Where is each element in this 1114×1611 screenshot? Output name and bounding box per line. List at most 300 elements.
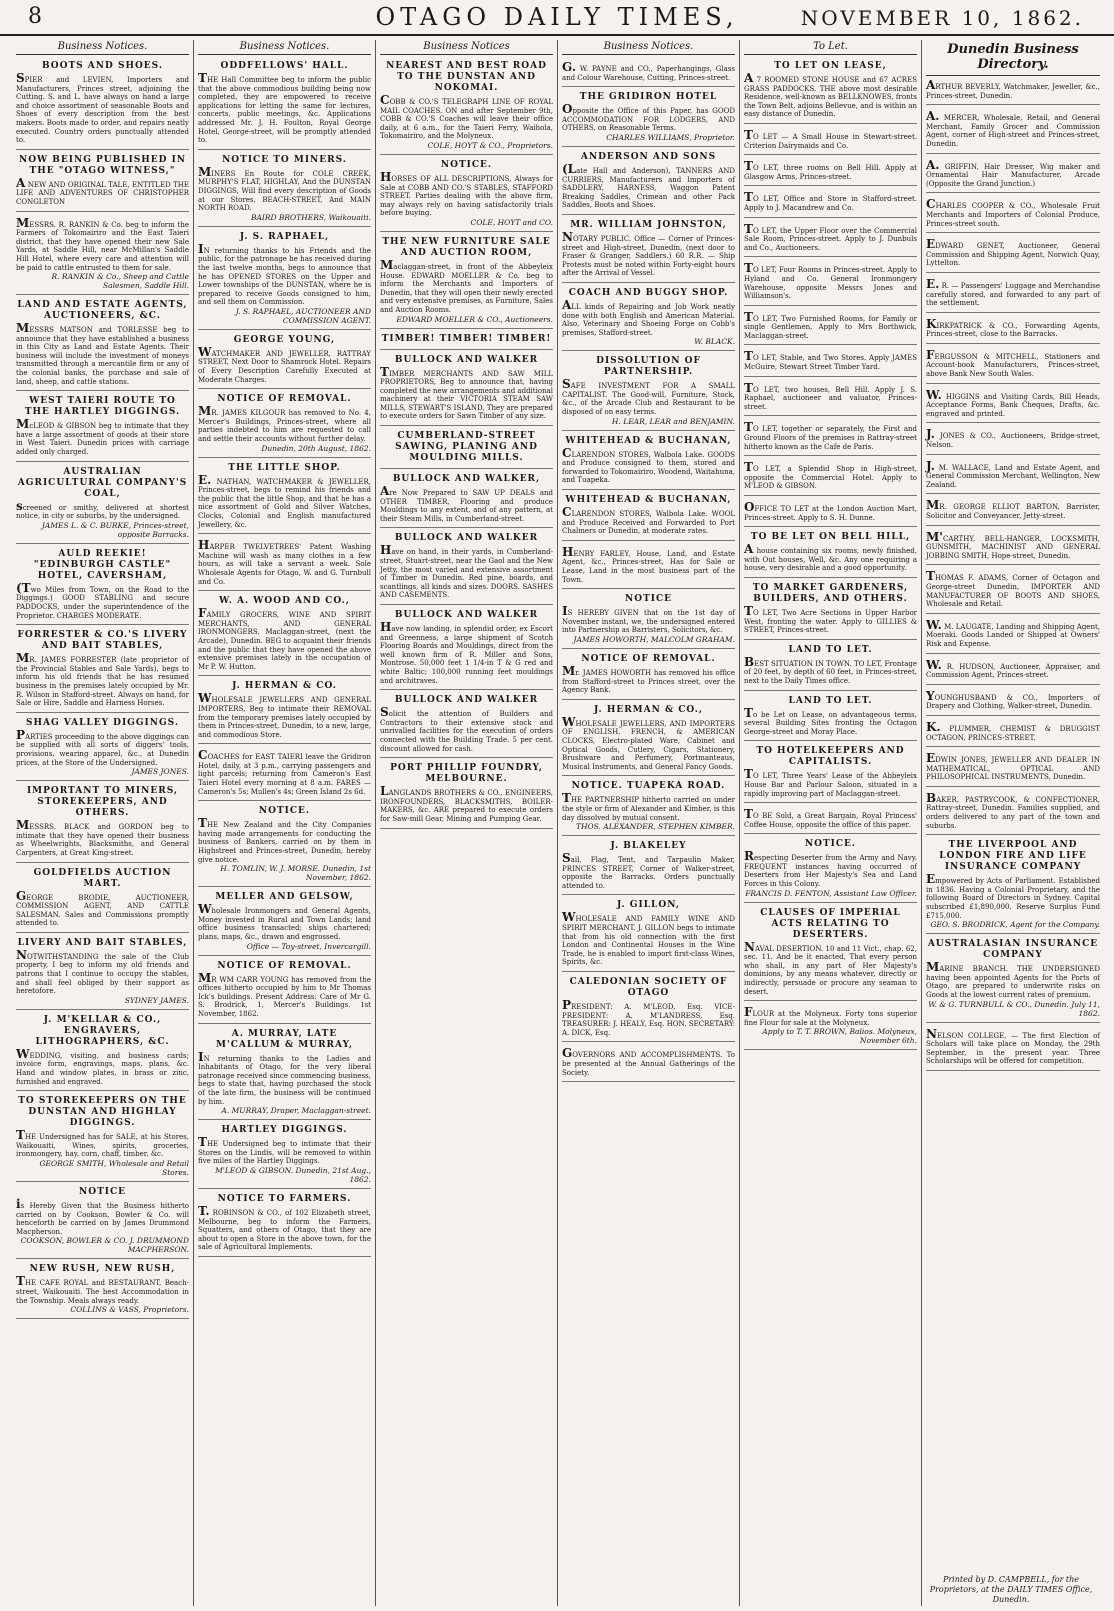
advertisement [198,391,371,457]
ad-body: W. R. HUDSON, Auctioneer, Appraiser, and Commission Agent, Princes-street. [926,657,1100,680]
advertisement [562,149,735,215]
ad-body: Mr. JAMES HOWORTH has removed his office from Stafford-street to Princes street, over the Agency Bank. [562,663,735,695]
ad-title: NOTICE [79,1187,126,1197]
advertisement [380,234,553,329]
ad-body: J. JONES & CO., Auctioneers, Bridge-street, Nelson. [926,427,1100,450]
advertisement [562,651,735,700]
ad-title: NOTICE OF REMOVAL. [581,653,716,664]
ad-title: NOTICE. [258,806,311,817]
advertisement [926,687,1100,716]
ad-body: Solicit the attention of Builders and Contractors to their extensive stock and unrivalled facilities for the execution of orders connected with the Building Trade. 5 per cent. discount allowed for cash. [380,705,553,753]
ad-body: MR WM CARR YOUNG has removed from the offices hitherto occupied by him to Mr Thomas Ick's buildings. Present Address: Care of Mr G. S. Brodrick, 1, Mercer's Buildings. 1st November, 1862. [198,970,371,1018]
ad-title: TO MARKET GARDENERS, BUILDERS, AND OTHERS. [752,582,909,604]
advertisement [744,805,917,834]
ad-title: NOTICE TO FARMERS. [217,1193,352,1204]
advertisement [562,702,735,777]
advertisement [380,157,553,232]
ad-title: J. HERMAN & CO., [594,704,703,715]
ad-body: A 7 ROOMED STONE HOUSE and 67 ACRES GRASS PADDOCKS. THE above most desirable Residence, well-known as BELLKNOWES, fronts the Town Belt, adjoins Bellevue, and is within an easy distance of Dunedin. [744,71,917,119]
ad-body: TO LET, two houses, Bell Hill. Apply J. S. Raphael, auctioneer and valuator, Princes-street. [744,380,917,411]
ad-body: FLOUR at the Molyneux. Forty tons superior fine Flour for sale at the Molyneux. [744,1005,917,1027]
advertisement [926,107,1100,153]
column-heading: Business Notices. [198,40,371,55]
ad-body: E. NATHAN, WATCHMAKER & JEWELLER, Princes-street, begs to remind his friends and the public that the little Shop, and that he has a nice assortment of Gold and Silver Watches, Clocks, Colonial and English manufactured Jewellery, &c. [198,472,371,529]
ad-body: Sail, Flag, Tent, and Tarpaulin Maker, PRINCES STREET, Corner of Walker-street, opposite the Barracks. Orders punctually attended to. [562,851,735,890]
ad-signature: CHARLES WILLIAMS, Proprietor. [606,132,735,142]
ad-title: MR. WILLIAM JOHNSTON, [570,219,727,230]
ad-title: J. M'KELLAR & CO., ENGRAVERS, LITHOGRAPHERS, &C. [35,1014,170,1047]
ad-title: ANDERSON AND SONS [580,151,717,162]
ad-signature: BAIRD BROTHERS, Waikouaiti. [250,212,371,222]
ad-body: Are Now Prepared to SAW UP DEALS and OTHER TIMBER, Flooring and produce Mouldings to any extent, and of any pattern, at their Steam Mills, in Cumberland-street. [380,484,553,523]
advertisement [380,471,553,528]
ad-title: FORRESTER & CO.'S LIVERY AND BAIT STABLES, [17,630,188,652]
advertisement [744,498,917,527]
ad-body: Respecting Deserter from the Army and Navy. FREQUENT instances having occurred of Deserters from Her Majesty's Sea and Land Forces in this Colony. [744,849,917,889]
advertisement [744,580,917,640]
ad-body: YOUNGHUSBAND & CO., Importers of Drapery and Clothing, Walker-street, Dunedin. [926,688,1100,711]
ad-title: NOTICE. TUAPEKA ROAD. [571,781,726,792]
advertisement [926,195,1100,233]
ad-title: NEW RUSH, NEW RUSH, [29,1264,176,1275]
ad-body: ARTHUR BEVERLY, Watchmaker, Jeweller, &c., Princes-street, Dunedin. [926,78,1100,100]
ad-body: ALL kinds of Repairing and Job Work neatly done with both English and American Material. Also, Veterinary and Shoeing Forge on Cobb's premises, Stafford-street. [562,297,735,337]
advertisement [380,692,553,758]
ad-body: WHOLESALE AND FAMILY WINE AND SPIRIT MERCHANT. J. GILLON begs to intimate that from his old connection with the first London and Continental Houses in the Wine Trade, he is enabled to import first-class Wines, Spirits, &c. [562,910,735,967]
advertisement [198,746,371,801]
ad-body: MINERS En Route for COLE CREEK, MURPHY'S FLAT, HIGHLAY, And the DUNSTAN DIGGINGS, Will find every description of Goods at our Stores, BEACH-STREET, And MAIN NORTH ROAD. [198,164,371,213]
ad-body: COACHES for EAST TAIERI leave the Gridiron Hotel, daily, at 3 p.m., carrying passengers and light parcels; returning from Cameron's East Taieri Hotel every morning at 8 a.m. FARES — Cameron's 5s; Mullen's 4s; Green Island 2s 6d. [198,748,371,796]
ad-title: NEAREST AND BEST ROAD TO THE DUNSTAN AND NOKOMAI. [386,61,547,93]
ad-body: EDWARD GENET, Auctioneer, General Commission and Shipping Agent, Norwich Quay, Lyttelton. [926,237,1100,268]
ad-title: LAND AND ESTATE AGENTS, AUCTIONEERS, &C. [17,300,188,322]
advertisement [926,346,1100,384]
advertisement [16,627,189,713]
ad-body: SAFE INVESTMENT FOR A SMALL CAPITALIST. The Good-will, Furniture, Stock, &c., of the Arcade Club and Restaurant to be disposed of on easy terms. [562,377,735,417]
ad-signature: Office — Toy-street, Invercargill. [246,941,371,951]
ad-title: NOTICE. [804,839,857,850]
advertisement [926,936,1100,1022]
ad-signature: R. RANKIN & Co., Sheep and Cattle Salesmen, Saddle Hill. [51,272,189,291]
ad-body: Have now landing, in splendid order, ex Escort and Greenness, a large shipment of Scotch Flooring Boards and Mouldings, direct from the well known firm of R. Miller and Sons, Montrose. 50,000 feet 1 1/4-in T & G red and white Baltic; 100,000 running feet mouldings and architraves. [380,620,553,685]
advertisement [926,76,1100,105]
ad-body: TO LET — A Small House in Stewart-street. Criterion Dairymaids and Co. [744,127,917,150]
advertisement [380,607,553,690]
ad-body: NOTARY PUBLIC. Office — Corner of Princes-street and High-street, Dunedin, (next door to Fraser & Granger, Saddlers.) 60 R.R. — Ship Protests must be noted within Forty-eight hours after the Arrival of Vessel. [562,229,735,278]
ad-body: OFFICE TO LET at the London Auction Mart, Princes-street. Apply to S. H. Dunne. [744,500,917,522]
advertisement [744,157,917,186]
ad-body: CHARLES COOPER & CO., Wholesale Fruit Merchants and Importers of Colonial Produce, Princes-street south. [926,197,1100,228]
advertisement [744,418,917,456]
ad-body: GOVERNORS AND ACCOMPLISHMENTS. To be presented at the Annual Gatherings of the Society. [562,1046,735,1077]
advertisement [380,428,553,469]
ad-body: HORSES OF ALL DESCRIPTIONS, Always for Sale at COBB AND CO.'S STABLES, STAFFORD STREET. Parties dealing with the above firm, may always rely on having satisfactorily trials before buying. [380,169,553,218]
advertisement [198,332,371,389]
advertisement [562,58,735,87]
advertisement [380,760,553,828]
ad-title: THE NEW FURNITURE SALE AND AUCTION ROOM, [382,236,551,258]
advertisement [16,393,189,461]
ad-title: GEORGE YOUNG, [233,334,336,345]
ad-body: MARINE BRANCH. THE UNDERSIGNED having been appointed Agents for the Ports of Otago, are prepared to underwrite risks on Goods at the lowest current rates of premium. [926,960,1100,999]
column-6 [922,40,1104,1606]
ad-signature: COLE, HOYT and CO. [470,217,553,227]
ad-body: PRESIDENT: A. M'LEOD, Esq. VICE-PRESIDENT: A. M'LANDRESS, Esq. TREASURER: J. HEALY, Esq. HON. SECRETARY: A. DICK, Esq. [562,998,735,1037]
column-3 [376,40,558,1606]
ad-title: TO STOREKEEPERS ON THE DUNSTAN AND HIGHLAY DIGGINGS. [18,1096,187,1129]
advertisement [744,1003,917,1050]
advertisement [198,889,371,955]
ad-body: T. ROBINSON & CO., of 102 Elizabeth street, Melbourne, beg to inform the Farmers, Squatters, and others of Otago, that they are about to open a Store in the above town, for the sale of Agricultural Implements. [198,1203,371,1252]
ad-body: Opposite the Office of this Paper, has GOOD ACCOMMODATION FOR LODGERS, AND OTHERS, on Reasonable Terms. [562,102,735,133]
ad-title: NOW BEING PUBLISHED IN THE "OTAGO WITNESS," [18,154,187,176]
ad-body: MR. JAMES FORRESTER (late proprietor of the Provincial Stables and Sale Yards), begs to inform his old friends that he has resumed business in the premises lately occupied by Mr. R. Wilson in Stafford-street. Always on hand, for Sale or Hire, Saddle and Harness Horses. [16,651,189,708]
ad-title: TIMBER! TIMBER! TIMBER! [381,333,552,344]
ad-body: Empowered by Acts of Parliament. Established in 1836. Having a Colonial Proprietary, and the following Board of Directors in Sydney. Capital subscribed £1,890,000. Reserve Surplus Fund £715,000. [926,872,1100,920]
advertisement [926,616,1100,654]
ad-title: AULD REEKIE! "EDINBURGH CASTLE" HOTEL, CAVERSHAM, [33,548,172,581]
advertisement [562,285,735,351]
ad-body: MR. GEORGE ELLIOT BARTON, Barrister, Solicitor and Conveyancer, Jetty-street. [926,498,1100,520]
page-number: 8 [28,4,42,29]
ad-body: A. MERCER, Wholesale, Retail, and General Merchant, Family Grocer and Commission Agent, corner of High-street and Princes-street, Dunedin. [926,109,1100,148]
ad-body: GEORGE BRODIE, AUCTIONEER, COMMISSION AGENT, AND CATTLE SALESMAN. Sales and Commissions promptly attended to. [16,888,189,928]
ad-title: HARTLEY DIGGINGS. [221,1125,348,1136]
advertisement [926,528,1100,566]
advertisement [198,1122,371,1189]
ad-body: Maclaggan-street, in front of the Abbeyleix House. EDWARD MOELLER & Co. beg to inform the Merchants and Importers of Dunedin, that they will open their newly erected and very extensive premises, as Furniture, Sales and Auction Rooms. [380,257,553,314]
ad-body: TO BE Sold, a Great Bargain, Royal Princess' Coffee House, opposite the office of this paper. [744,807,917,829]
ad-title: NOTICE [625,594,672,605]
ad-title: BULLOCK AND WALKER [394,354,539,365]
advertisement [926,837,1100,934]
advertisement [562,217,735,283]
ad-body: HENRY FARLEY, House, Land, and Estate Agent, &c., Princes-street, Has for Sale or Lease, Land in the most business part of the Town. [562,544,735,584]
advertisement [16,464,189,544]
advertisement [744,347,917,376]
advertisement [380,530,553,605]
ad-body: (Two Miles from Town, on the Road to the Diggings.) GOOD STABLING and secure PADDOCKS, under the superintendence of the Proprietor. CHARGES MODERATE. [16,580,189,620]
ad-body: HARPER TWELVETREES' Patent Washing Machine will wash as many clothes in a few hours, as will take a servant a week. Sole Wholesale Agents for Otago, W. and G. Turnbull and Co. [198,538,371,586]
ad-body: TO LET, a Splendid Shop in High-street, opposite the Commercial Hotel. Apply to M'LEOD & GIBSON. [744,460,917,491]
ad-body: THE PARTNERSHIP hitherto carried on under the style or firm of Alexander and Kimber, is this day dissolved by mutual consent. [562,791,735,822]
ad-body: THOMAS F. ADAMS, Corner of Octagon and George-street Dunedin, IMPORTER AND MANUFACTURER OF BOOTS AND SHOES, Wholesale and Retail. [926,569,1100,609]
advertisement [562,89,735,147]
advertisement [16,783,189,862]
advertisement [744,188,917,217]
advertisement [562,838,735,895]
ad-signature: COOKSON, BOWLER & CO. J. DRUMMOND MACPHERSON. [20,1236,189,1255]
ad-body: PARTIES proceeding to the above diggings can be supplied with all sorts of diggers' tools, provisions, wearing apparel, &c., at Dunedin prices, at the Store of the Undersigned. [16,727,189,767]
advertisement [198,958,371,1024]
ad-title: NOTICE OF REMOVAL. [217,394,352,405]
ad-body: LANGLANDS BROTHERS & CO., ENGINEERS, IRONFOUNDERS, BLACKSMITHS, BOILER-MAKERS, &c. ARE prepared to execute orders for Saw-mill Gear, Mining and Pumping Gear. [380,784,553,823]
advertisement [16,58,189,150]
ad-title: LIVERY AND BAIT STABLES, [17,937,188,948]
advertisement [744,220,917,258]
ad-body: MESSRS MATSON and TORLESSE beg to announce that they have established a business in this City as Land and Estate Agents. Their business will include the investment of moneys transmitted through a mercantile firm or any of the colonial banks, the purchase and sale of land, sheep, and cattle stations. [16,321,189,386]
issue-date: NOVEMBER 10, 1862. [800,6,1084,30]
ad-body: McLEOD & GIBSON beg to intimate that they have a large assortment of goods at their store in West Taieri. Dunedin prices with carriage added only charged. [16,417,189,457]
ad-signature: Apply to T. T. BROWN, Balios. Molyneux, November 6th. [762,1027,917,1046]
column-4 [558,40,740,1606]
ad-body: NAVAL DESERTION. 10 and 11 Vict., chap. 62, sec. 11. And be it enacted, That every person who shall, in any part of Her Majesty's dominions, by any means whatever, directly or indirectly, persuade or procure any seaman to desert. [744,939,917,996]
masthead [0,0,1114,36]
ad-title: J. S. RAPHAEL, [239,231,330,242]
ad-body: J. M. WALLACE, Land and Estate Agent, and General Commission Merchant, Wellington, New Zealand. [926,458,1100,489]
ad-signature: JAMES L. & C. BURKE, Princes-street, opposite Barracks. [41,520,189,539]
ad-body: MR. JAMES KILGOUR has removed to No. 4, Mercer's Buildings, Princes-street, where all parties indebted to him are requested to call and settle their accounts without further delay. [198,404,371,444]
ad-signature: FRANCIS D. FENTON, Assistant Law Officer. [745,888,917,898]
ad-signature: THOS. ALEXANDER, STEPHEN KIMBER. [575,822,735,832]
advertisement [744,308,917,346]
ad-title: NOTICE OF REMOVAL. [217,960,352,971]
ad-title: CALEDONIAN SOCIETY OF OTAGO [569,977,728,999]
advertisement [744,529,917,578]
ad-body: WEDDING, visiting, and business cards; invoice form, engravings, maps, plans, &c. Hand and window plates, in brass or zinc, furnished and engraved. [16,1046,189,1086]
advertisement [198,536,371,591]
advertisement [198,1026,371,1121]
ad-title: IMPORTANT TO MINERS, STOREKEEPERS, AND OTHERS. [26,786,179,819]
advertisement [926,718,1100,747]
advertisement [198,229,371,330]
ad-title: BULLOCK AND WALKER [394,695,539,706]
ad-title: A. MURRAY, LATE M'CALLUM & MURRAY, [216,1028,353,1050]
ad-body: K. PLUMMER, CHEMIST & DRUGGIST OCTAGON, PRINCES-STREET. [926,719,1100,742]
column-heading: Business Notices [380,40,553,55]
advertisement [562,591,735,649]
ad-title: CUMBERLAND-STREET SAWING, PLANING AND MOULDING MILLS. [395,431,538,464]
ad-body: IS HEREBY GIVEN that on the 1st day of November instant, we, the undersigned entered into Partnership as Barristers, Solicitors, &c. [562,604,735,635]
advertisement [926,315,1100,344]
advertisement [926,235,1100,273]
ad-body: (Late Hall and Anderson), TANNERS AND CURRIERS, Manufacturers and Importers of SADDLERY, HARNESS, Waggon Patent Breaking Saddles, Crimean and other Pack Saddles, Boots and Shoes. [562,161,735,210]
ad-title: WEST TAIERI ROUTE TO THE HARTLEY DIGGINGS. [24,396,181,418]
newspaper-title: OTAGO DAILY TIMES, [375,3,739,31]
ad-title: BULLOCK AND WALKER, [392,474,541,485]
ad-title: PORT PHILLIP FOUNDRY, MELBOURNE. [390,763,543,785]
ad-body: COBB & CO.'S TELEGRAPH LINE OF ROYAL MAIL COACHES. ON and after September 9th, COBB & CO.'S Coaches will leave their office daily, at 6 a.m., for the Taieri Ferry, Waihola, Tokomairiro, and the Molyneux. [380,93,553,141]
ad-title: BULLOCK AND WALKER [394,533,539,544]
ad-body: G. W. PAYNE and CO., Paperhangings, Glass and Colour Warehouse, Cutting, Princes-street. [562,60,735,82]
ad-body: NELSON COLLEGE. — The first Election of Scholars will take place on Monday, the 29th September, in the present year. Three Scholarships will be offered for competition. [926,1026,1100,1066]
advertisement [562,543,735,589]
ad-title: W. A. WOOD AND CO., [219,596,350,607]
ad-title: THE GRIDIRON HOTEL [579,92,718,103]
ad-body: THE Undersigned has for SALE, at his Stores, Waikouaiti, Wines, spirits, groceries, ironmongery, hay, corn, chaff, timber, &c. [16,1128,189,1159]
advertisement [562,778,735,836]
advertisement [562,974,735,1042]
ad-signature: JAMES JONES. [131,767,189,777]
advertisement [16,715,189,781]
advertisement [562,897,735,972]
ad-signature: SYDNEY JAMES. [124,995,189,1005]
ad-title: J. HERMAN & CO. [232,681,337,692]
advertisement [16,297,189,391]
ad-body: IN returning thanks to the Ladies and Inhabitants of Otago, for the very liberal patronage received since commencing business, begs to state that, having purchased the stock of the late firm, the business will be continued by him. [198,1049,371,1106]
advertisement [562,492,735,541]
advertisement [16,1093,189,1182]
advertisement [926,275,1100,313]
advertisement [926,1025,1100,1071]
ad-body: TO LET, Stable, and Two Stores. Apply JAMES McGuire, Stewart Street Timber Yard. [744,349,917,372]
advertisement [16,1184,189,1259]
ad-body: A. GRIFFIN, Hair Dresser, Wig maker and Ornamental Hair Manufacturer, Arcade (Opposite the Grand Junction.) [926,157,1100,188]
ad-body: WATCHMAKER AND JEWELLER, RATTRAY STREET, Next Door to Shamrock Hotel. Repairs of Every Description Carefully Executed at Moderate Charges. [198,344,371,384]
ad-body: TO LET, Office and Store in Stafford-street. Apply to J. Macandrew and Co. [744,190,917,212]
advertisement [562,433,735,490]
ad-title: GOLDFIELDS AUCTION MART. [33,867,172,889]
ad-signature: W. & G. TURNBULL & CO., Dunedin. July 11, 1862. [928,999,1100,1018]
ad-signature: A. MURRAY, Draper, Maclaggan-street. [221,1106,371,1116]
ad-body: THE Undersigned beg to intimate that their Stores on the Lindis, will be removed to within five miles of the Hartley Diggings. [198,1135,371,1166]
ad-signature: Dunedin, 20th August, 1862. [261,443,371,453]
columns [12,40,1104,1606]
ad-signature: W. BLACK. [694,337,735,347]
ad-body: MESSRS. R. RANKIN & Co. beg to inform the Farmers of Tokomairiro and the East Taieri district, that they have opened their new Sale Yards, at Saddle Hill, near McMillan's Saddle Hill Hotel, where every care and attention will be paid to cattle entrusted to them for sale. [16,215,189,272]
ad-body: TIMBER MERCHANTS AND SAW MILL PROPRIETORS, Beg to announce that, having completed the new arrangements and additional machinery at their VICTORIA STEAM SAW MILLS, STEWART'S ISLAND, They are prepared to execute orders for Sawn Timber of any size. [380,364,553,421]
ad-body: A NEW AND ORIGINAL TALE, ENTITLED THE LIFE AND ADVENTURES OF CHRISTOPHER CONGLETON [16,175,189,206]
advertisement [198,593,371,676]
ad-title: DISSOLUTION OF PARTNERSHIP. [596,356,701,378]
printer-imprint: Printed by D. CAMPBELL, for the Proprietors, at the DAILY TIMES Office, Dunedin. [929,1575,1093,1604]
advertisement [744,693,917,742]
ad-body: EDWIN JONES, JEWELLER AND DEALER IN MATHEMATICAL, OPTICAL AND PHILOSOPHICAL INSTRUMENTS, Dunedin. [926,751,1100,782]
ad-title: TO BE LET ON BELL HILL, [750,532,911,543]
ad-body: A house containing six rooms, newly finished, with Out houses, Well, &c. Any one requiring a house, very desirable and a good opportunity. [744,542,917,573]
advertisement [198,152,371,227]
ad-signature: H. TOMLIN, W. J. MORSE. Dunedin, 1st November, 1862. [220,864,371,883]
column-5 [740,40,922,1606]
advertisement [16,152,189,212]
ad-signature: COLLINS & VASS, Proprietors. [70,1305,189,1315]
advertisement [744,379,917,417]
advertisement [198,460,371,535]
advertisement [16,865,189,933]
advertisement [744,743,917,803]
advertisement [16,546,189,625]
advertisement [380,331,553,350]
ad-body: TO LET, Two Furnished Rooms, for Family or single Gentlemen, Apply to Mrs Borthwick, Maclaggan-street. [744,309,917,340]
column-heading: Dunedin Business Directory. [926,40,1100,76]
advertisement [198,1191,371,1257]
advertisement [926,386,1100,424]
ad-body: E. R. — Passengers' Luggage and Merchandise carefully stored, and forwarded to any part of the settlement. [926,276,1100,308]
ad-title: TO HOTELKEEPERS AND CAPITALISTS. [756,746,905,768]
ad-title: J. BLAKELEY [610,841,687,852]
column-heading: Business Notices. [16,40,189,55]
ad-body: WHOLESALE JEWELLERS AND GENERAL IMPORTERS, Beg to intimate their REMOVAL from the temporary premises lately occupied by them in Princes-street, Dunedin, to a new, large, and commodious Store. [198,691,371,739]
column-1 [12,40,194,1606]
ad-title: LAND TO LET. [788,644,873,655]
advertisement [380,58,553,155]
advertisement [926,425,1100,454]
advertisement [562,353,735,430]
ad-body: Have on hand, in their yards, in Cumberland-street, Stuart-street, near the Gaol and the New Jetty, the most varied and extensive assortment of Timber in Dunedin. Red pine, boards, and scantlings, all kinds and sizes. DOORS. SASHES AND CASEMENTS. [380,543,553,600]
ad-body: MESSRS. BLACK and GORDON beg to intimate that they have opened their business as Wheelwrights, Blacksmiths, and General Carpenters, at Great King-street. [16,818,189,857]
ad-body: TO LET, Two Acre Sections in Upper Harbor West, fronting the water. Apply to GILLIES & STREET, Princes-street. [744,603,917,635]
ad-body: BAKER, PASTRYCOOK, & CONFECTIONER, Rattray-street, Dunedin. Families supplied, and orders delivered to any part of the town and suburbs. [926,790,1100,830]
ad-title: NOTICE TO MINERS. [222,154,347,165]
ad-signature: EDWARD MOELLER & CO., Auctioneers. [396,314,553,324]
ad-title: BOOTS AND SHOES. [42,61,163,71]
ad-body: IN returning thanks to his Friends and the public, for the patronage he has received during the last twelve months, begs to announce that he has OPENED STORES on the Upper and Lower townships of the DUNSTAN, where he is prepared to receive Goods consigned to him, and sell them on Commission. [198,241,371,307]
ad-body: M'CARTHY, BELL-HANGER, LOCKSMITH, GUNSMITH, MACHINIST AND GENERAL JOBBING SMITH, Hope-street, Dunedin. [926,529,1100,560]
ad-title: WHITEHEAD & BUCHANAN, [565,495,732,506]
advertisement [744,642,917,691]
ad-body: W. M. LAUGATE, Landing and Shipping Agent, Moeraki. Goods Landed or Shipped at Owners' Risk and Expense. [926,617,1100,648]
advertisement [744,905,917,1002]
ad-signature: H. LEAR, LEAR and BENJAMIN. [611,416,735,426]
advertisement [744,126,917,155]
column-heading: To Let. [744,40,917,55]
advertisement [16,1261,189,1319]
ad-body: THE CAFE ROYAL and RESTAURANT, Beach-street, Waikouaiti. The best Accommodation in the Township. Meals always ready. [16,1274,189,1305]
ad-title: MELLER AND GELSOW, [215,892,354,903]
ad-body: WHOLESALE JEWELLERS, AND IMPORTERS OF ENGLISH, FRENCH, & AMERICAN CLOCKS, Electro-plated Ware, Cabinet and Optical Goods, Cutlery, Cigars, Stationery, Brushware and Perfumery, Portmanteaus, Musical Instruments, and General Fancy Goods. [562,714,735,771]
ad-title: TO LET ON LEASE, [774,61,887,71]
advertisement [744,259,917,305]
column-2 [194,40,376,1606]
ad-body: THE Hall Committee beg to inform the public that the above commodious building being now completed, they are empowered to receive applications for letting the same for lectures, concerts, public meetings, &c. Applications addressed Mr. J. H. Foulton, Royal George Hotel, George-street, will be promptly attended to. [198,71,371,145]
advertisement [744,836,917,902]
ad-body: THE New Zealand and the City Companies having made arrangements for conducting the business of Bankers, carried on by them in Highstreet and Princes-street, Dunedin, hereby give notice. [198,816,371,864]
advertisement [198,678,371,744]
ad-title: CLAUSES OF IMPERIAL ACTS RELATING TO DESERTERS. [760,907,901,940]
advertisement [926,156,1100,194]
ad-body: CLARENDON STORES, Walbola Lake. GOODS and Produce consigned to them, stored and forwarded to Tokomairiro, Woodend, Waitahuna, and Tuapeka. [562,445,735,485]
ad-title: BULLOCK AND WALKER [394,610,539,620]
ad-title: AUSTRALIAN AGRICULTURAL COMPANY'S COAL, [17,466,188,499]
ad-body: is Hereby Given that the Business hitherto carried on by Cookson, Bowler & Co. will henceforth be carried on by James Drummond Macpherson. [16,1197,189,1236]
advertisement [16,1012,189,1091]
advertisement [198,58,371,150]
ad-body: KIRKPATRICK & CO., Forwarding Agents, Princes-street, close to the Barracks. [926,316,1100,339]
ad-title: COACH AND BUGGY SHOP. [568,287,729,298]
ad-body: TO LET, the Upper Floor over the Commercial Sale Room, Princes-street. Apply to J. Dunbuls and Co., Auctioneers. [744,221,917,252]
ad-title: NOTICE. [440,159,493,170]
ad-body: FERGUSSON & MITCHELL, Stationers and Account-book Manufacturers, Princes-street, above Bank New South Wales. [926,347,1100,379]
ad-title: THE LITTLE SHOP. [228,462,341,473]
advertisement [926,496,1100,525]
ad-body: FAMILY GROCERS, WINE AND SPIRIT MERCHANTS, AND GENERAL IRONMONGERS, Maclaggan-street, (next the Arcade), Dunedin. BEG to acquaint their friends and the public that they have opened the above extensive premises lately in the occupation of Mr P. W. Hutton. [198,606,371,671]
ad-signature: GEORGE SMITH, Wholesale and Retail Stores. [39,1159,189,1177]
advertisement [926,656,1100,685]
ad-body: NOTWITHSTANDING the sale of the Club property, I beg to inform my old friends and patrons that I continue to occupy the stables, and shall feel obliged by their support as heretofore. [16,947,189,996]
ad-title: LAND TO LET. [788,695,873,706]
ad-body: BEST SITUATION IN TOWN. TO LET, Frontage of 20 feet, by depth of 60 feet, in Princes-street, next to the Daily Times office. [744,654,917,685]
ad-title: AUSTRALASIAN INSURANCE COMPANY [927,939,1099,961]
advertisement [744,458,917,496]
ad-title: J. GILLON, [616,900,680,911]
advertisement [198,803,371,887]
ad-title: SHAG VALLEY DIGGINGS. [26,717,179,728]
ad-signature: J. S. RAPHAEL, AUCTIONEER AND COMMISSION AGENT. [235,306,371,325]
ad-signature: JAMES HOWORTH, MALCOLM GRAHAM. [573,634,735,644]
ad-body: TO LET, three rooms on Bell Hill. Apply at Glasgow Arms, Princes-street. [744,159,917,181]
ad-title: WHITEHEAD & BUCHANAN, [565,435,732,446]
ad-body: To be Let on Lease, on advantageous terms, several Building Sites fronting the Octagon George-street and Moray Place. [744,705,917,736]
advertisement [926,457,1100,495]
ad-body: Wholesale Ironmongers and General Agents, Money invested in Rural and Town Lands; land office business transacted; ships chartered; plans, maps, &c., drawn and engrossed. [198,902,371,941]
advertisement [926,567,1100,613]
ad-body: TO LET, Three Years' Lease of the Abbeyleix House Bar and Parlour Saloon, situated in a rapidly improving part of Maclaggan-street. [744,767,917,798]
advertisement [562,1044,735,1082]
ad-title: THE LIVERPOOL AND LONDON FIRE AND LIFE INSURANCE COMPANY [939,840,1087,873]
ad-signature: COLE, HOYT & CO., Proprietors. [427,140,553,150]
advertisement [926,749,1100,787]
column-heading: Business Notices. [562,40,735,55]
